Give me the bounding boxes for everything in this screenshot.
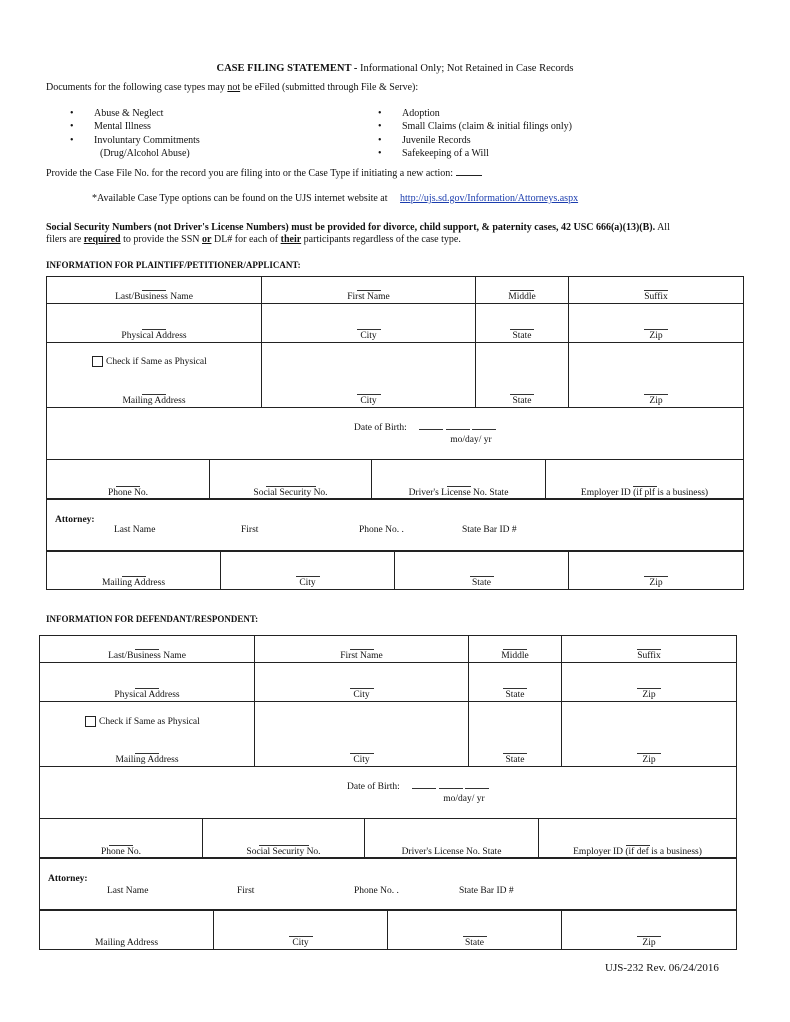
plaintiff-attorney-last-name-field[interactable]: [114, 525, 155, 535]
case-type-item: • Safekeeping of a Will: [378, 147, 572, 160]
defendant-mailing-state-field[interactable]: [469, 702, 562, 767]
field-label: Phone No. .: [354, 886, 399, 896]
plaintiff-mailing-address-field[interactable]: [47, 343, 262, 408]
field-label: Zip: [642, 755, 656, 765]
field-label: First Name: [340, 651, 383, 661]
field-label: Phone No. .: [359, 525, 404, 535]
field-label: Driver's License No. State: [408, 488, 509, 498]
ssn-notice-all: All: [655, 222, 670, 233]
case-type-item: • Juvenile Records: [378, 134, 572, 147]
field-label: Employer ID (if plf is a business): [580, 488, 709, 498]
defendant-attorney-phone-field[interactable]: [354, 886, 399, 896]
restricted-types-right: [378, 107, 572, 161]
case-type-item-continued: (Drug/Alcohol Abuse): [100, 148, 190, 160]
field-label: Driver's License No. State: [401, 847, 502, 857]
field-label: State: [512, 331, 532, 341]
defendant-id-table: [39, 818, 737, 859]
defendant-mailing-city-field[interactable]: [255, 702, 469, 767]
defendant-middle-field[interactable]: [469, 636, 562, 663]
available-text: *Available Case Type options can be found on the UJS internet website at: [92, 193, 388, 204]
intro-post: be eFiled (submitted through File & Serve):: [240, 82, 419, 93]
plaintiff-id-table: [46, 459, 744, 500]
case-number-line: [46, 166, 482, 180]
field-label: Social Security No.: [246, 847, 321, 857]
defendant-dob-row: [40, 767, 737, 819]
plaintiff-mailing-state-field[interactable]: [476, 343, 569, 408]
field-label: State: [472, 578, 491, 588]
field-label: Employer ID (if def is a business): [573, 847, 702, 857]
defendant-physical-zip-field[interactable]: [562, 663, 737, 702]
field-label: Zip: [649, 331, 663, 341]
case-type-item: • Abuse & Neglect: [70, 107, 200, 120]
plaintiff-mailing-zip-field[interactable]: [569, 343, 744, 408]
plaintiff-attorney-mailing-address-field[interactable]: [47, 551, 221, 590]
field-label: City: [292, 938, 309, 948]
field-label: First Name: [347, 292, 390, 302]
defendant-drivers-license-field[interactable]: [365, 819, 539, 859]
plaintiff-name-address-table: [46, 276, 744, 460]
plaintiff-dob-row: [47, 408, 744, 460]
field-label: Zip: [649, 578, 663, 588]
field-label: City: [360, 396, 377, 406]
field-label: State Bar ID #: [459, 886, 514, 896]
plaintiff-attorney-table: [46, 498, 744, 552]
field-label: Social Security No.: [253, 488, 328, 498]
form-title-rest: Informational Only; Not Retained in Case Records: [357, 63, 574, 74]
plaintiff-mailing-city-field[interactable]: [262, 343, 476, 408]
ssn-notice-part: filers are: [46, 234, 84, 245]
intro-line: [46, 82, 418, 94]
field-label: Physical Address: [121, 331, 187, 341]
defendant-attorney-state-field[interactable]: [388, 910, 562, 950]
field-label: Phone No.: [100, 847, 142, 857]
defendant-attorney-city-field[interactable]: [214, 910, 388, 950]
field-label: Mailing Address: [94, 938, 159, 948]
plaintiff-physical-zip-field[interactable]: [569, 304, 744, 343]
defendant-last-name-field[interactable]: [40, 636, 255, 663]
field-label: Zip: [649, 396, 663, 406]
defendant-attorney-first-field[interactable]: [237, 886, 254, 896]
plaintiff-phone-field[interactable]: [47, 460, 210, 500]
checkbox[interactable]: [85, 716, 96, 727]
field-label: City: [299, 578, 316, 588]
plaintiff-attorney-state-field[interactable]: [395, 551, 569, 590]
form-number-footer: UJS-232 Rev. 06/24/2016: [605, 962, 719, 974]
available-line: [92, 193, 578, 205]
field-label: Last Name: [114, 525, 156, 535]
plaintiff-same-as-physical[interactable]: [92, 356, 207, 367]
defendant-mailing-zip-field[interactable]: [562, 702, 737, 767]
form-title-bold: CASE FILING STATEMENT -: [216, 63, 358, 74]
ssn-notice-part: DL# for each of: [211, 234, 281, 245]
defendant-employer-id-field[interactable]: [539, 819, 737, 859]
case-type-item: • Small Claims (claim & initial filings only): [378, 120, 572, 133]
defendant-suffix-field[interactable]: [562, 636, 737, 663]
field-label: Phone No.: [107, 488, 149, 498]
defendant-physical-state-field[interactable]: [469, 663, 562, 702]
plaintiff-suffix-field[interactable]: [569, 277, 744, 304]
defendant-same-as-physical[interactable]: [85, 716, 200, 727]
case-number-prompt: Provide the Case File No. for the record you are filing into or the Case Type if initiating a new action:: [46, 168, 454, 179]
ssn-notice-or: or: [202, 234, 212, 245]
plaintiff-attorney-first-field[interactable]: [241, 525, 258, 535]
defendant-attorney-mailing-table: [39, 909, 737, 950]
field-label: City: [360, 331, 377, 341]
field-label: Middle: [508, 292, 536, 302]
defendant-physical-city-field[interactable]: [255, 663, 469, 702]
defendant-mailing-address-field[interactable]: [40, 702, 255, 767]
case-type-item: • Mental Illness: [70, 120, 200, 133]
plaintiff-physical-state-field[interactable]: [476, 304, 569, 343]
dob-format: mo/day/ yr: [443, 793, 485, 804]
plaintiff-attorney-zip-field[interactable]: [569, 551, 744, 590]
ssn-notice-line2: [46, 234, 461, 246]
defendant-attorney-bar-id-field[interactable]: [459, 886, 514, 896]
form-title: [0, 63, 790, 74]
field-label: Physical Address: [114, 690, 180, 700]
plaintiff-attorney-phone-field[interactable]: [359, 525, 404, 535]
field-label: Zip: [642, 938, 656, 948]
field-label: Last/Business Name: [108, 651, 186, 661]
plaintiff-section-heading: INFORMATION FOR PLAINTIFF/PETITIONER/APPLICANT:: [46, 260, 301, 270]
checkbox-label: Check if Same as Physical: [99, 716, 200, 727]
ssn-notice-part: participants regardless of the case type.: [301, 234, 461, 245]
defendant-first-name-field[interactable]: [255, 636, 469, 663]
ujs-website-link[interactable]: http://ujs.sd.gov/Information/Attorneys.aspx: [400, 193, 579, 204]
defendant-attorney-table: [39, 857, 737, 911]
field-label: Mailing Address: [101, 578, 166, 588]
ssn-notice: [46, 222, 670, 234]
defendant-attorney-row: [40, 858, 737, 911]
ssn-notice-their: their: [280, 234, 302, 245]
field-label: City: [353, 755, 370, 765]
ssn-notice-part: to provide the SSN: [120, 234, 203, 245]
field-label: State: [465, 938, 484, 948]
restricted-types-left: [70, 107, 200, 161]
defendant-attorney-mailing-address-field[interactable]: [40, 910, 214, 950]
field-label: Last Name: [107, 886, 149, 896]
case-type-item: • Adoption: [378, 107, 572, 120]
intro-underlined: not: [227, 82, 241, 93]
plaintiff-middle-field[interactable]: [476, 277, 569, 304]
field-label: Suffix: [637, 651, 661, 661]
plaintiff-last-name-field[interactable]: [47, 277, 262, 304]
field-label: First: [237, 886, 255, 896]
case-type-item: • Involuntary Commitments: [70, 134, 200, 147]
plaintiff-employer-id-field[interactable]: [546, 460, 744, 500]
defendant-dob-field[interactable]: [70, 782, 766, 804]
plaintiff-physical-address-field[interactable]: [47, 304, 262, 343]
checkbox-label: Check if Same as Physical: [106, 356, 207, 367]
defendant-physical-address-field[interactable]: [40, 663, 255, 702]
defendant-attorney-last-name-field[interactable]: [107, 886, 148, 896]
field-label: Last/Business Name: [115, 292, 193, 302]
dob-label: Date of Birth:: [354, 422, 407, 433]
field-label: Middle: [501, 651, 529, 661]
plaintiff-dob-field[interactable]: [77, 423, 773, 445]
plaintiff-ssn-field[interactable]: [210, 460, 372, 500]
plaintiff-attorney-row: [47, 499, 744, 552]
ssn-notice-required: required: [83, 234, 121, 245]
defendant-ssn-field[interactable]: [203, 819, 365, 859]
ssn-notice-bold: Social Security Numbers (not Driver's License Numbers) must be provided for divorce, child support, & paternity cases, 42 USC 666(a)(13)(B).: [46, 222, 656, 233]
defendant-phone-field[interactable]: [40, 819, 203, 859]
field-label: State: [505, 690, 525, 700]
defendant-name-address-table: [39, 635, 737, 819]
checkbox[interactable]: [92, 356, 103, 367]
plaintiff-physical-city-field[interactable]: [262, 304, 476, 343]
field-label: City: [353, 690, 370, 700]
plaintiff-attorney-mailing-table: [46, 550, 744, 590]
plaintiff-drivers-license-field[interactable]: [372, 460, 546, 500]
field-label: First: [241, 525, 259, 535]
plaintiff-attorney-bar-id-field[interactable]: [462, 525, 517, 535]
field-label: Mailing Address: [122, 396, 186, 406]
case-number-field[interactable]: [456, 166, 482, 176]
intro-pre: Documents for the following case types may: [46, 82, 228, 93]
defendant-section-heading: INFORMATION FOR DEFENDANT/RESPONDENT:: [46, 614, 259, 624]
field-label: State: [512, 396, 532, 406]
field-label: Mailing Address: [115, 755, 179, 765]
defendant-attorney-zip-field[interactable]: [562, 910, 737, 950]
plaintiff-first-name-field[interactable]: [262, 277, 476, 304]
field-label: Suffix: [644, 292, 668, 302]
attorney-label: Attorney:: [48, 874, 88, 884]
attorney-label: Attorney:: [55, 515, 95, 525]
field-label: State: [505, 755, 525, 765]
field-label: Zip: [642, 690, 656, 700]
field-label: State Bar ID #: [462, 525, 517, 535]
dob-format: mo/day/ yr: [450, 434, 492, 445]
dob-label: Date of Birth:: [347, 781, 400, 792]
plaintiff-attorney-city-field[interactable]: [221, 551, 395, 590]
